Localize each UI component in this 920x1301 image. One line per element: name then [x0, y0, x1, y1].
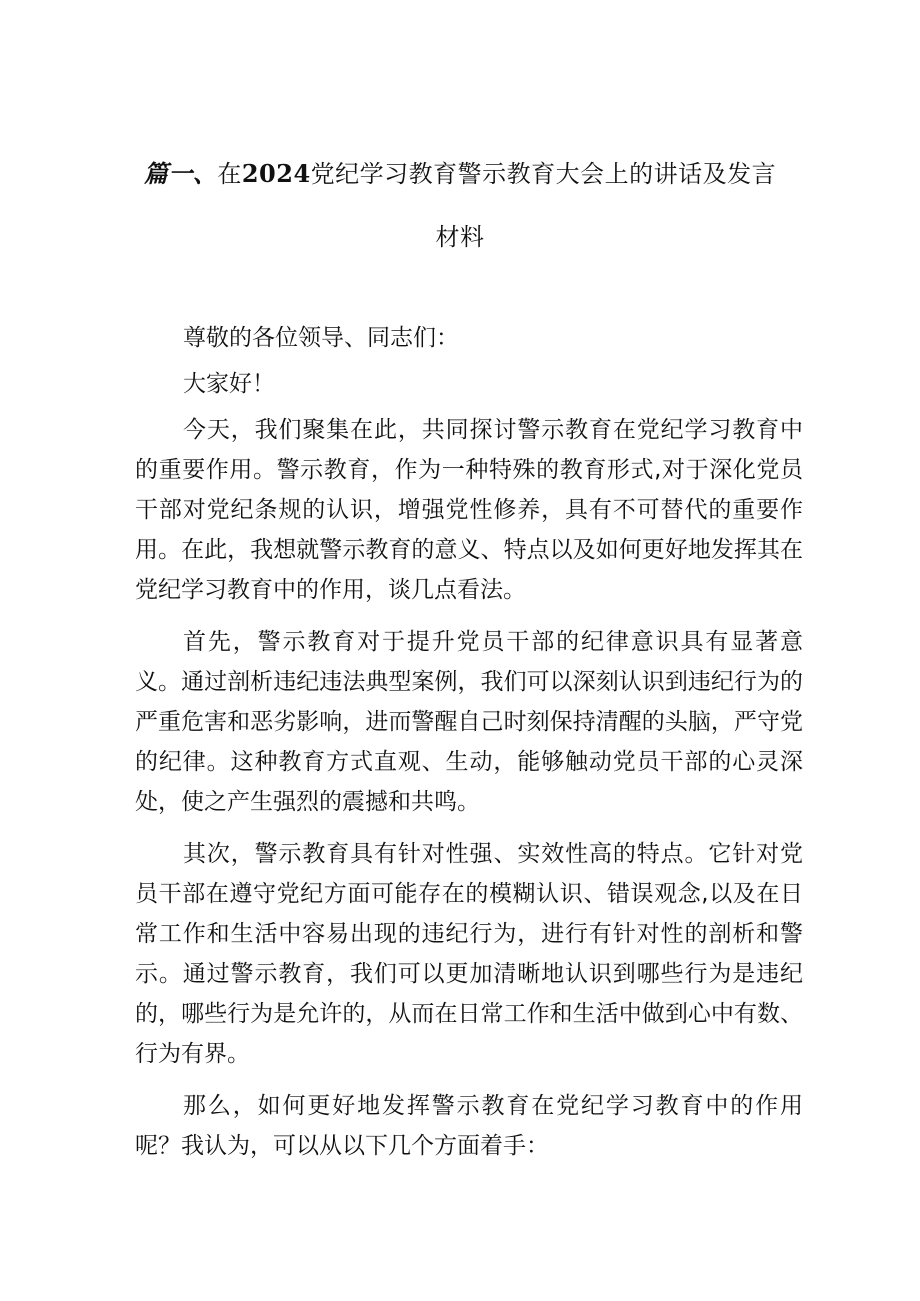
- document-title: [130, 159, 790, 188]
- document-title-continued: 材料: [435, 223, 485, 251]
- title-text-pre: 在: [217, 160, 242, 188]
- title-year: 2024: [241, 159, 311, 188]
- paragraph-second-point: 其次，警示教育具有针对性强、实效性高的特点。它针对党员干部在遵守党纪方面可能存在的模糊认识、错误观念,以及在日常工作和生活中容易出现的违纪行为，进行有针对性的剖析和警示。通过警示教育，我们可以更加清晰地认识到哪些行为是违纪的，哪些行为是允许的，从而在日常工作和生活中做到心中有数、行为有界。: [135, 841, 803, 1067]
- paragraph-intro: 今天，我们聚集在此，共同探讨警示教育在党纪学习教育中的重要作用。警示教育，作为一种特殊的教育形式,对于深化党员干部对党纪条规的认识，增强党性修养，具有不可替代的重要作用。在此，我想就警示教育的意义、特点以及如何更好地发挥其在党纪学习教育中的作用，谈几点看法。: [135, 417, 803, 603]
- title-text-post: 党纪学习教育警示教育大会上的讲话及发言: [310, 160, 777, 188]
- title-prefix: 篇一、: [143, 160, 218, 188]
- greeting: 大家好！: [183, 371, 275, 397]
- salutation: 尊敬的各位领导、同志们：: [183, 325, 459, 351]
- paragraph-first-point: 首先，警示教育对于提升党员干部的纪律意识具有显著意义。通过剖析违纪违法典型案例，我们可以深刻认识到违纪行为的严重危害和恶劣影响，进而警醒自己时刻保持清醒的头脑，严守党的纪律。这种教育方式直观、生动，能够触动党员干部的心灵深处，使之产生强烈的震撼和共鸣。: [135, 629, 803, 815]
- paragraph-transition: 那么，如何更好地发挥警示教育在党纪学习教育中的作用呢？我认为，可以从以下几个方面着手：: [135, 1093, 803, 1159]
- document-body: [135, 318, 803, 1178]
